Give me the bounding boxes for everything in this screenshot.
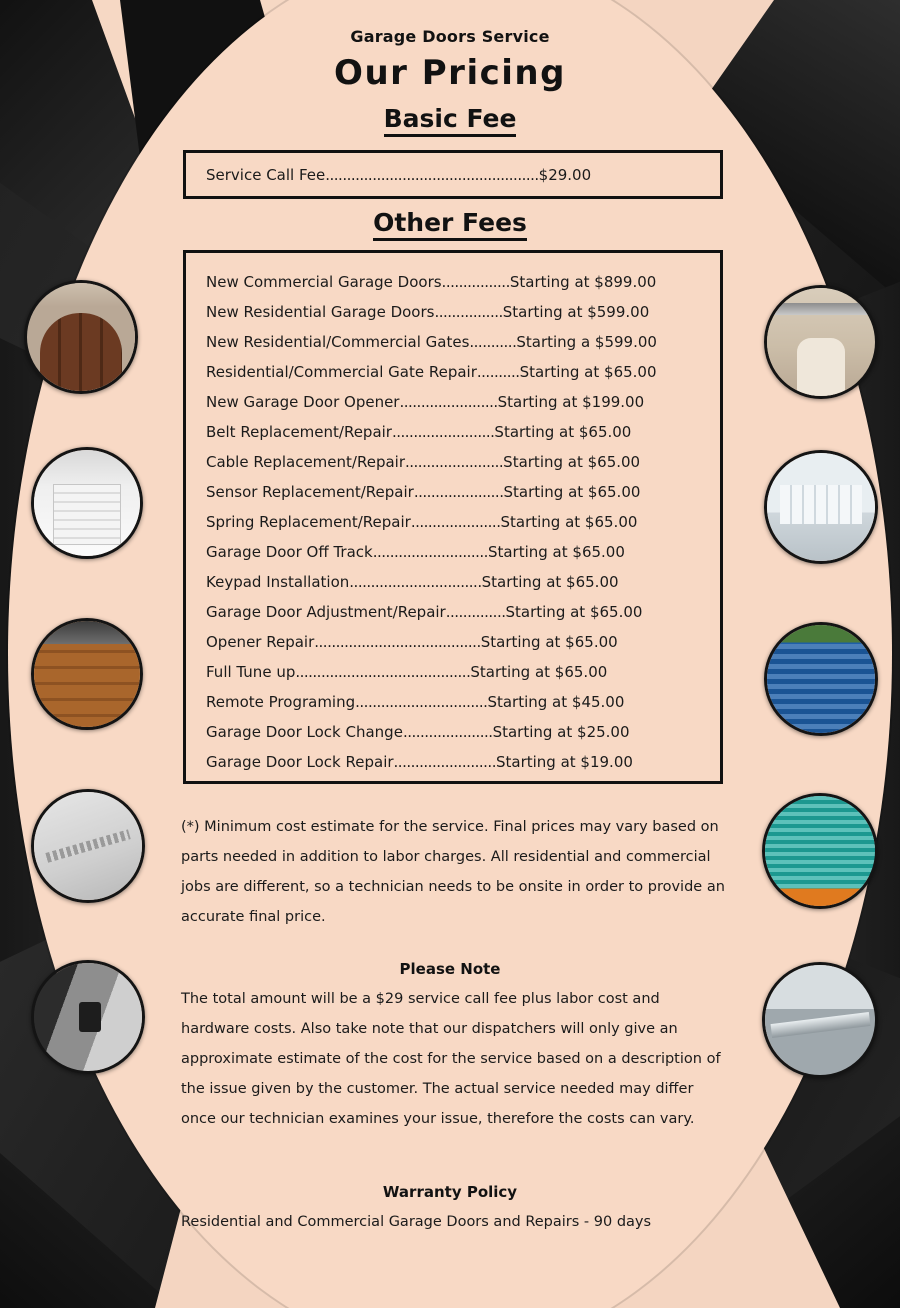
fee-row bbox=[186, 387, 720, 417]
fee-dots: ............................... bbox=[349, 573, 482, 591]
fee-price: Starting at $65.00 bbox=[503, 483, 641, 501]
fee-dots: .......... bbox=[476, 363, 520, 381]
fee-row bbox=[186, 357, 720, 387]
fee-price: Starting at $25.00 bbox=[492, 723, 630, 741]
fee-dots: ......................................... bbox=[295, 663, 471, 681]
fee-row bbox=[186, 267, 720, 297]
fee-dots: ........... bbox=[469, 333, 517, 351]
fee-price: Starting at $899.00 bbox=[509, 273, 657, 291]
fee-price: Starting a $599.00 bbox=[516, 333, 657, 351]
basic-fee-dots: .................................................. bbox=[325, 165, 539, 184]
disclaimer-text: (*) Minimum cost estimate for the service. Final prices may vary based on parts needed in addition to labor charges. All residential and commercial jobs are different, so a technician needs to be onsite in order to provide an accurate final price. bbox=[181, 819, 725, 925]
fee-label: New Garage Door Opener bbox=[206, 393, 400, 411]
fee-label: Residential/Commercial Gate Repair bbox=[206, 363, 477, 381]
other-fees-heading-text: Other Fees bbox=[373, 208, 527, 241]
fee-dots: ..................... bbox=[413, 483, 504, 501]
fee-price: Starting at $65.00 bbox=[503, 453, 641, 471]
basic-fee-row bbox=[186, 166, 609, 184]
basic-fee-box bbox=[183, 150, 723, 199]
fee-dots: ....................... bbox=[405, 453, 504, 471]
basic-fee-heading-text: Basic Fee bbox=[384, 104, 517, 137]
fee-dots: ........................ bbox=[391, 423, 495, 441]
fee-label: Garage Door Lock Change bbox=[206, 723, 403, 741]
fee-row bbox=[186, 297, 720, 327]
fee-dots: ....................................... bbox=[314, 633, 481, 651]
fee-label: Garage Door Off Track bbox=[206, 543, 373, 561]
fee-price: Starting at $65.00 bbox=[481, 573, 619, 591]
other-fees-box bbox=[183, 250, 723, 784]
fee-row bbox=[186, 717, 720, 747]
fee-label: Garage Door Lock Repair bbox=[206, 753, 394, 771]
warranty-heading: Warranty Policy bbox=[382, 1183, 518, 1201]
fee-price: Starting at $65.00 bbox=[500, 513, 638, 531]
fee-row bbox=[186, 597, 720, 627]
fee-dots: .............. bbox=[445, 603, 506, 621]
basic-fee-heading bbox=[0, 104, 900, 133]
please-note-heading: Please Note bbox=[399, 960, 501, 978]
fee-row bbox=[186, 327, 720, 357]
fee-label: Garage Door Adjustment/Repair bbox=[206, 603, 446, 621]
fee-row bbox=[186, 507, 720, 537]
fee-row bbox=[186, 447, 720, 477]
fee-price: Starting at $65.00 bbox=[494, 423, 632, 441]
fee-label: Full Tune up bbox=[206, 663, 296, 681]
fee-label: New Residential Garage Doors bbox=[206, 303, 435, 321]
fee-price: Starting at $65.00 bbox=[487, 543, 625, 561]
fee-row bbox=[186, 567, 720, 597]
fee-label: New Commercial Garage Doors bbox=[206, 273, 442, 291]
fee-dots: ................ bbox=[441, 273, 510, 291]
fee-label: Spring Replacement/Repair bbox=[206, 513, 411, 531]
fee-row bbox=[186, 687, 720, 717]
fee-price: Starting at $65.00 bbox=[470, 663, 608, 681]
fee-row bbox=[186, 477, 720, 507]
fee-dots: ................ bbox=[434, 303, 503, 321]
basic-fee-price: $29.00 bbox=[538, 165, 592, 184]
fee-row bbox=[186, 537, 720, 567]
please-note-text: The total amount will be a $29 service call fee plus labor cost and hardware costs. Also take note that our dispatchers will only give an approximate estimate of the cost for the service based on a description of the issue given by the customer. The actual service needed may differ once our technician examines your issue, therefore the costs can vary. bbox=[181, 991, 721, 1127]
fee-dots: ........................... bbox=[372, 543, 488, 561]
other-fees-heading bbox=[0, 208, 900, 237]
fee-label: Belt Replacement/Repair bbox=[206, 423, 392, 441]
basic-fee-label: Service Call Fee bbox=[206, 165, 326, 184]
fee-price: Starting at $199.00 bbox=[497, 393, 645, 411]
fee-row bbox=[186, 657, 720, 687]
fee-price: Starting at $599.00 bbox=[502, 303, 650, 321]
fee-dots: ....................... bbox=[399, 393, 498, 411]
fee-dots: ..................... bbox=[410, 513, 501, 531]
fee-label: Keypad Installation bbox=[206, 573, 350, 591]
fee-label: Cable Replacement/Repair bbox=[206, 453, 405, 471]
fee-label: Opener Repair bbox=[206, 633, 315, 651]
fee-label: New Residential/Commercial Gates bbox=[206, 333, 470, 351]
fee-price: Starting at $65.00 bbox=[480, 633, 618, 651]
fee-price: Starting at $45.00 bbox=[487, 693, 625, 711]
fee-price: Starting at $19.00 bbox=[495, 753, 633, 771]
page-title: Our Pricing bbox=[334, 53, 566, 93]
fee-row bbox=[186, 417, 720, 447]
brand-name: Garage Doors Service bbox=[350, 27, 550, 46]
fee-row bbox=[186, 747, 720, 777]
warranty-text: Residential and Commercial Garage Doors and Repairs - 90 days bbox=[181, 1214, 652, 1230]
fee-label: Remote Programing bbox=[206, 693, 356, 711]
fee-dots: ........................ bbox=[393, 753, 496, 771]
fee-label: Sensor Replacement/Repair bbox=[206, 483, 414, 501]
fee-row bbox=[186, 627, 720, 657]
fee-dots: ............................... bbox=[355, 693, 488, 711]
fee-dots: ..................... bbox=[402, 723, 493, 741]
fee-price: Starting at $65.00 bbox=[505, 603, 643, 621]
fee-price: Starting at $65.00 bbox=[519, 363, 657, 381]
